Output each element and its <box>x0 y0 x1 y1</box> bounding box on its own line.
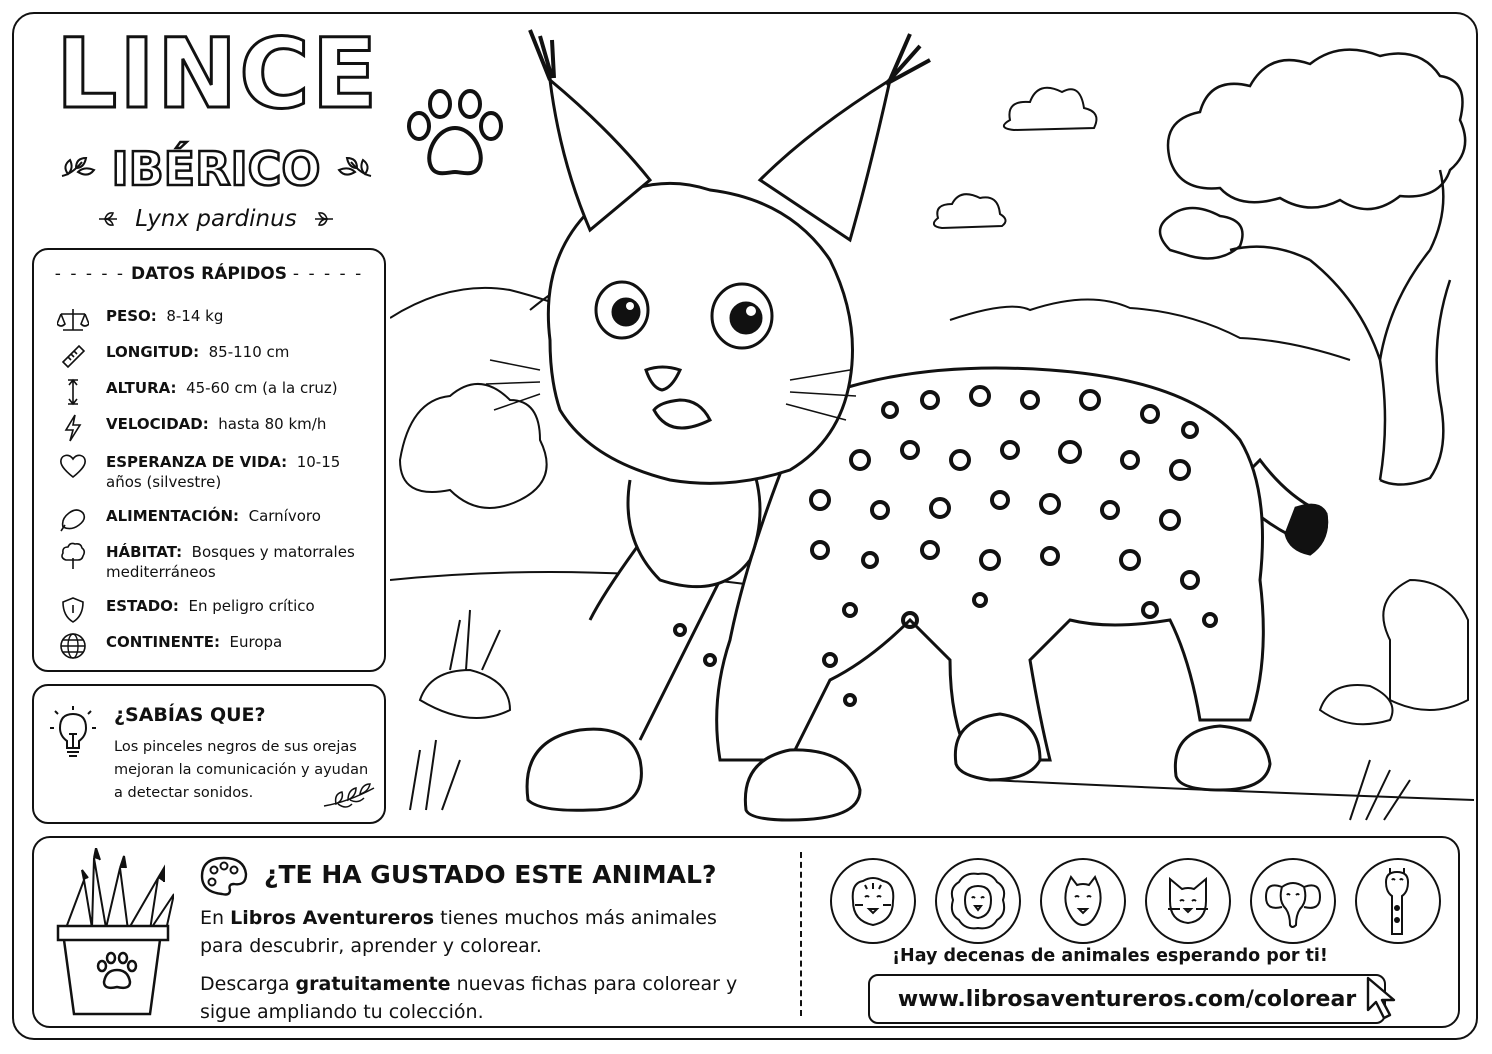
cougar-icon[interactable] <box>1040 858 1126 944</box>
promo-paragraph-1: En Libros Aventureros tienes muchos más animales para descubrir, aprender y colorear. <box>200 907 717 957</box>
lightning-icon <box>56 414 90 442</box>
did-you-know-title: ¿SABÍAS QUE? <box>114 704 266 726</box>
sprig-icon <box>322 782 378 810</box>
rock <box>1383 580 1468 710</box>
mountains <box>390 252 1350 360</box>
fact-weight: PESO: 8-14 kg <box>56 306 376 334</box>
lynx <box>486 30 1327 820</box>
website-link[interactable]: www.librosaventureros.com/colorear <box>868 974 1386 1024</box>
cat-icon[interactable] <box>1145 858 1231 944</box>
fact-continent: CONTINENTE: Europa <box>56 632 376 660</box>
ruler-icon <box>56 342 90 370</box>
lightbulb-icon <box>48 704 98 760</box>
height-arrow-icon <box>56 378 90 406</box>
tree-icon <box>56 542 90 570</box>
bush <box>400 384 547 508</box>
more-animals-text: ¡Hay decenas de animales esperando por ti! <box>892 946 1328 966</box>
leaf-left-icon <box>58 154 98 184</box>
subtitle-row <box>56 142 376 196</box>
heart-icon <box>56 452 90 480</box>
promo-panel <box>32 836 1460 1028</box>
fact-lifespan: ESPERANZA DE VIDA: 10-15 años (silvestre) <box>56 452 376 492</box>
brand-name: Libros Aventureros <box>230 907 435 929</box>
scale-icon <box>56 306 90 334</box>
leaf-right-icon <box>335 154 375 184</box>
shield-icon <box>56 596 90 624</box>
pencil-cup-icon <box>54 848 174 1020</box>
promo-paragraph-2: Descarga gratuitamente nuevas fichas para colorear y sigue ampliando tu colección. <box>200 973 738 1023</box>
cursor-icon <box>1364 974 1404 1024</box>
lion-icon[interactable] <box>935 858 1021 944</box>
meat-icon <box>56 506 90 534</box>
lynx-illustration <box>390 20 1474 830</box>
tiger-icon[interactable] <box>830 858 916 944</box>
promo-title: ¿TE HA GUSTADO ESTE ANIMAL? <box>264 860 717 889</box>
fact-status: ESTADO: En peligro crítico <box>56 596 376 624</box>
page-subtitle: IBÉRICO <box>111 142 321 196</box>
quick-facts-heading-row: - - - - - DATOS RÁPIDOS - - - - - <box>54 264 364 284</box>
scientific-name: Lynx pardinus <box>135 206 297 232</box>
elephant-icon[interactable] <box>1250 858 1336 944</box>
animal-gallery <box>830 858 1441 944</box>
scientific-name-row <box>56 206 376 232</box>
rock <box>1320 685 1393 724</box>
palette-icon <box>200 856 248 896</box>
cloud <box>1004 88 1097 130</box>
did-you-know-panel <box>32 684 386 824</box>
rock <box>420 670 510 718</box>
did-you-know-text: Los pinceles negros de sus orejas mejoran la comunicación y ayudan a detectar sonidos. <box>114 739 369 801</box>
globe-icon <box>56 632 90 660</box>
cloud <box>934 194 1006 228</box>
fact-speed: VELOCIDAD: hasta 80 km/h <box>56 414 376 442</box>
divider <box>800 852 802 1016</box>
giraffe-icon[interactable] <box>1355 858 1441 944</box>
quick-facts-heading: DATOS RÁPIDOS <box>131 264 287 284</box>
sprig-left-icon <box>97 210 119 228</box>
fact-habitat: HÁBITAT: Bosques y matorrales mediterráneos <box>56 542 376 582</box>
quick-facts-panel <box>32 248 386 672</box>
fact-diet: ALIMENTACIÓN: Carnívoro <box>56 506 376 534</box>
fact-height: ALTURA: 45-60 cm (a la cruz) <box>56 378 376 406</box>
sprig-right-icon <box>313 210 335 228</box>
page-title: LINCE <box>56 18 380 130</box>
fact-length: LONGITUD: 85-110 cm <box>56 342 376 370</box>
